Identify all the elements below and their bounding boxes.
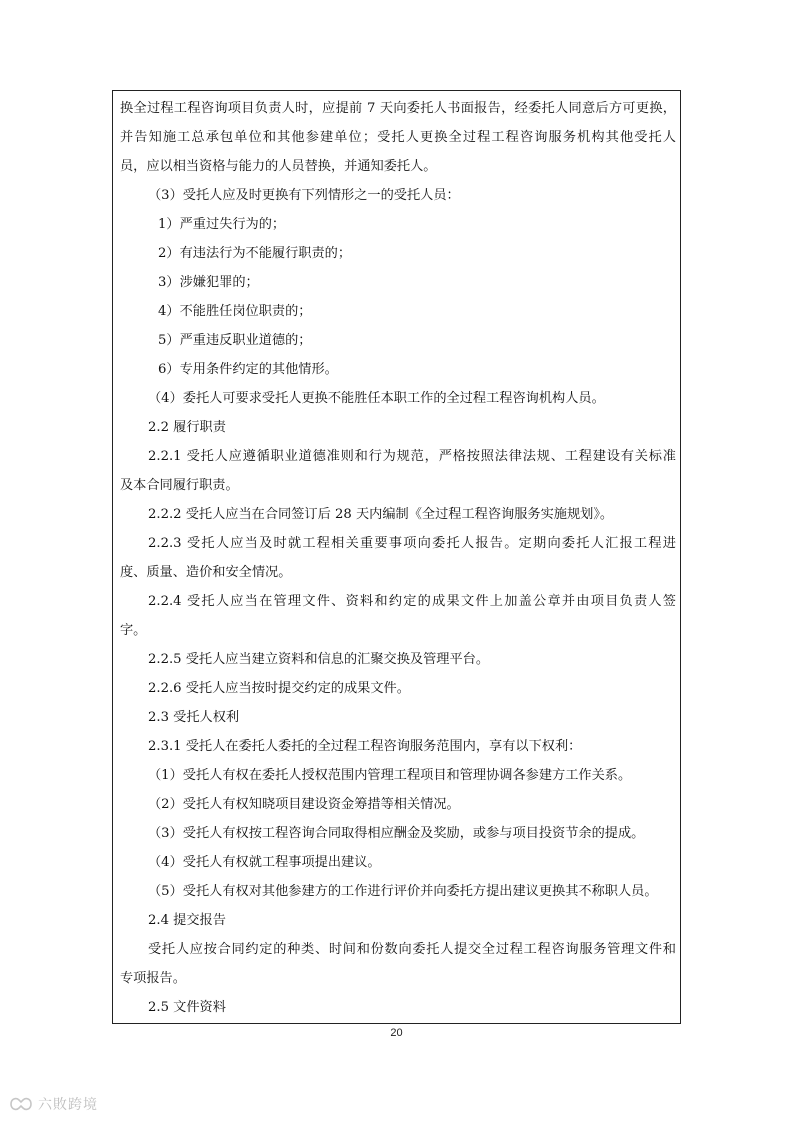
text-line: 并告知施工总承包单位和其他参建单位；受托人更换全过程工程咨询服务机构其他受托人 bbox=[120, 130, 676, 145]
text-line: 受托人应按合同约定的种类、时间和份数向委托人提交全过程工程咨询服务管理文件和 bbox=[148, 942, 676, 957]
list-item: 5）严重违反职业道德的； bbox=[158, 333, 312, 348]
section-heading: 2.5 文件资料 bbox=[148, 1000, 226, 1015]
section-heading: 2.2 履行职责 bbox=[148, 420, 226, 435]
text-line: 字。 bbox=[120, 623, 147, 638]
page-number: 20 bbox=[390, 1027, 403, 1039]
watermark-logo-icon bbox=[8, 1095, 34, 1113]
text-line: 2.2.1 受托人应遵循职业道德准则和行为规范，严格按照法律法规、工程建设有关标准 bbox=[148, 449, 676, 464]
text-line: 2.2.6 受托人应当按时提交约定的成果文件。 bbox=[148, 681, 410, 696]
text-line: 专项报告。 bbox=[120, 971, 186, 986]
section-heading: 2.3 受托人权利 bbox=[148, 710, 240, 725]
text-line: 2.2.4 受托人应当在管理文件、资料和约定的成果文件上加盖公章并由项目负责人签 bbox=[148, 594, 676, 609]
text-line: 及本合同履行职责。 bbox=[120, 478, 239, 493]
text-line: （4）委托人可要求受托人更换不能胜任本职工作的全过程工程咨询机构人员。 bbox=[148, 391, 605, 406]
list-item: （5）受托人有权对其他参建方的工作进行评价并向委托方提出建议更换其不称职人员。 bbox=[148, 884, 658, 899]
list-item: （3）受托人有权按工程咨询合同取得相应酬金及奖励，或参与项目投资节余的提成。 bbox=[148, 826, 645, 841]
list-item: 1）严重过失行为的； bbox=[158, 217, 286, 232]
list-item: 3）涉嫌犯罪的； bbox=[158, 275, 259, 290]
list-item: （2）受托人有权知晓项目建设资金筹措等相关情况。 bbox=[148, 797, 460, 812]
text-line: 换全过程工程咨询项目负责人时，应提前 7 天向委托人书面报告，经委托人同意后方可更换， bbox=[120, 101, 676, 116]
list-item: 2）有违法行为不能履行职责的； bbox=[158, 246, 352, 261]
section-heading: 2.4 提交报告 bbox=[148, 913, 226, 928]
list-item: （1）受托人有权在委托人授权范围内管理工程项目和管理协调各参建方工作关系。 bbox=[148, 768, 632, 783]
text-line: 2.3.1 受托人在委托人委托的全过程工程咨询服务范围内，享有以下权利： bbox=[148, 739, 582, 754]
list-item: 4）不能胜任岗位职责的； bbox=[158, 304, 312, 319]
text-line: （3）受托人应及时更换有下列情形之一的受托人员： bbox=[148, 188, 460, 203]
text-line: 员，应以相当资格与能力的人员替换，并通知委托人。 bbox=[120, 159, 437, 174]
watermark bbox=[8, 1094, 98, 1114]
document-body bbox=[120, 94, 676, 1022]
text-line: 2.2.3 受托人应当及时就工程相关重要事项向委托人报告。定期向委托人汇报工程进 bbox=[148, 536, 676, 551]
text-line: 2.2.2 受托人应当在合同签订后 28 天内编制《全过程工程咨询服务实施规划》。 bbox=[148, 507, 614, 522]
list-item: （4）受托人有权就工程事项提出建议。 bbox=[148, 855, 381, 870]
list-item: 6）专用条件约定的其他情形。 bbox=[158, 362, 338, 377]
text-line: 度、质量、造价和安全情况。 bbox=[120, 565, 292, 580]
watermark-text: 六敗跨境 bbox=[38, 1097, 98, 1113]
text-line: 2.2.5 受托人应当建立资料和信息的汇聚交换及管理平台。 bbox=[148, 652, 490, 667]
